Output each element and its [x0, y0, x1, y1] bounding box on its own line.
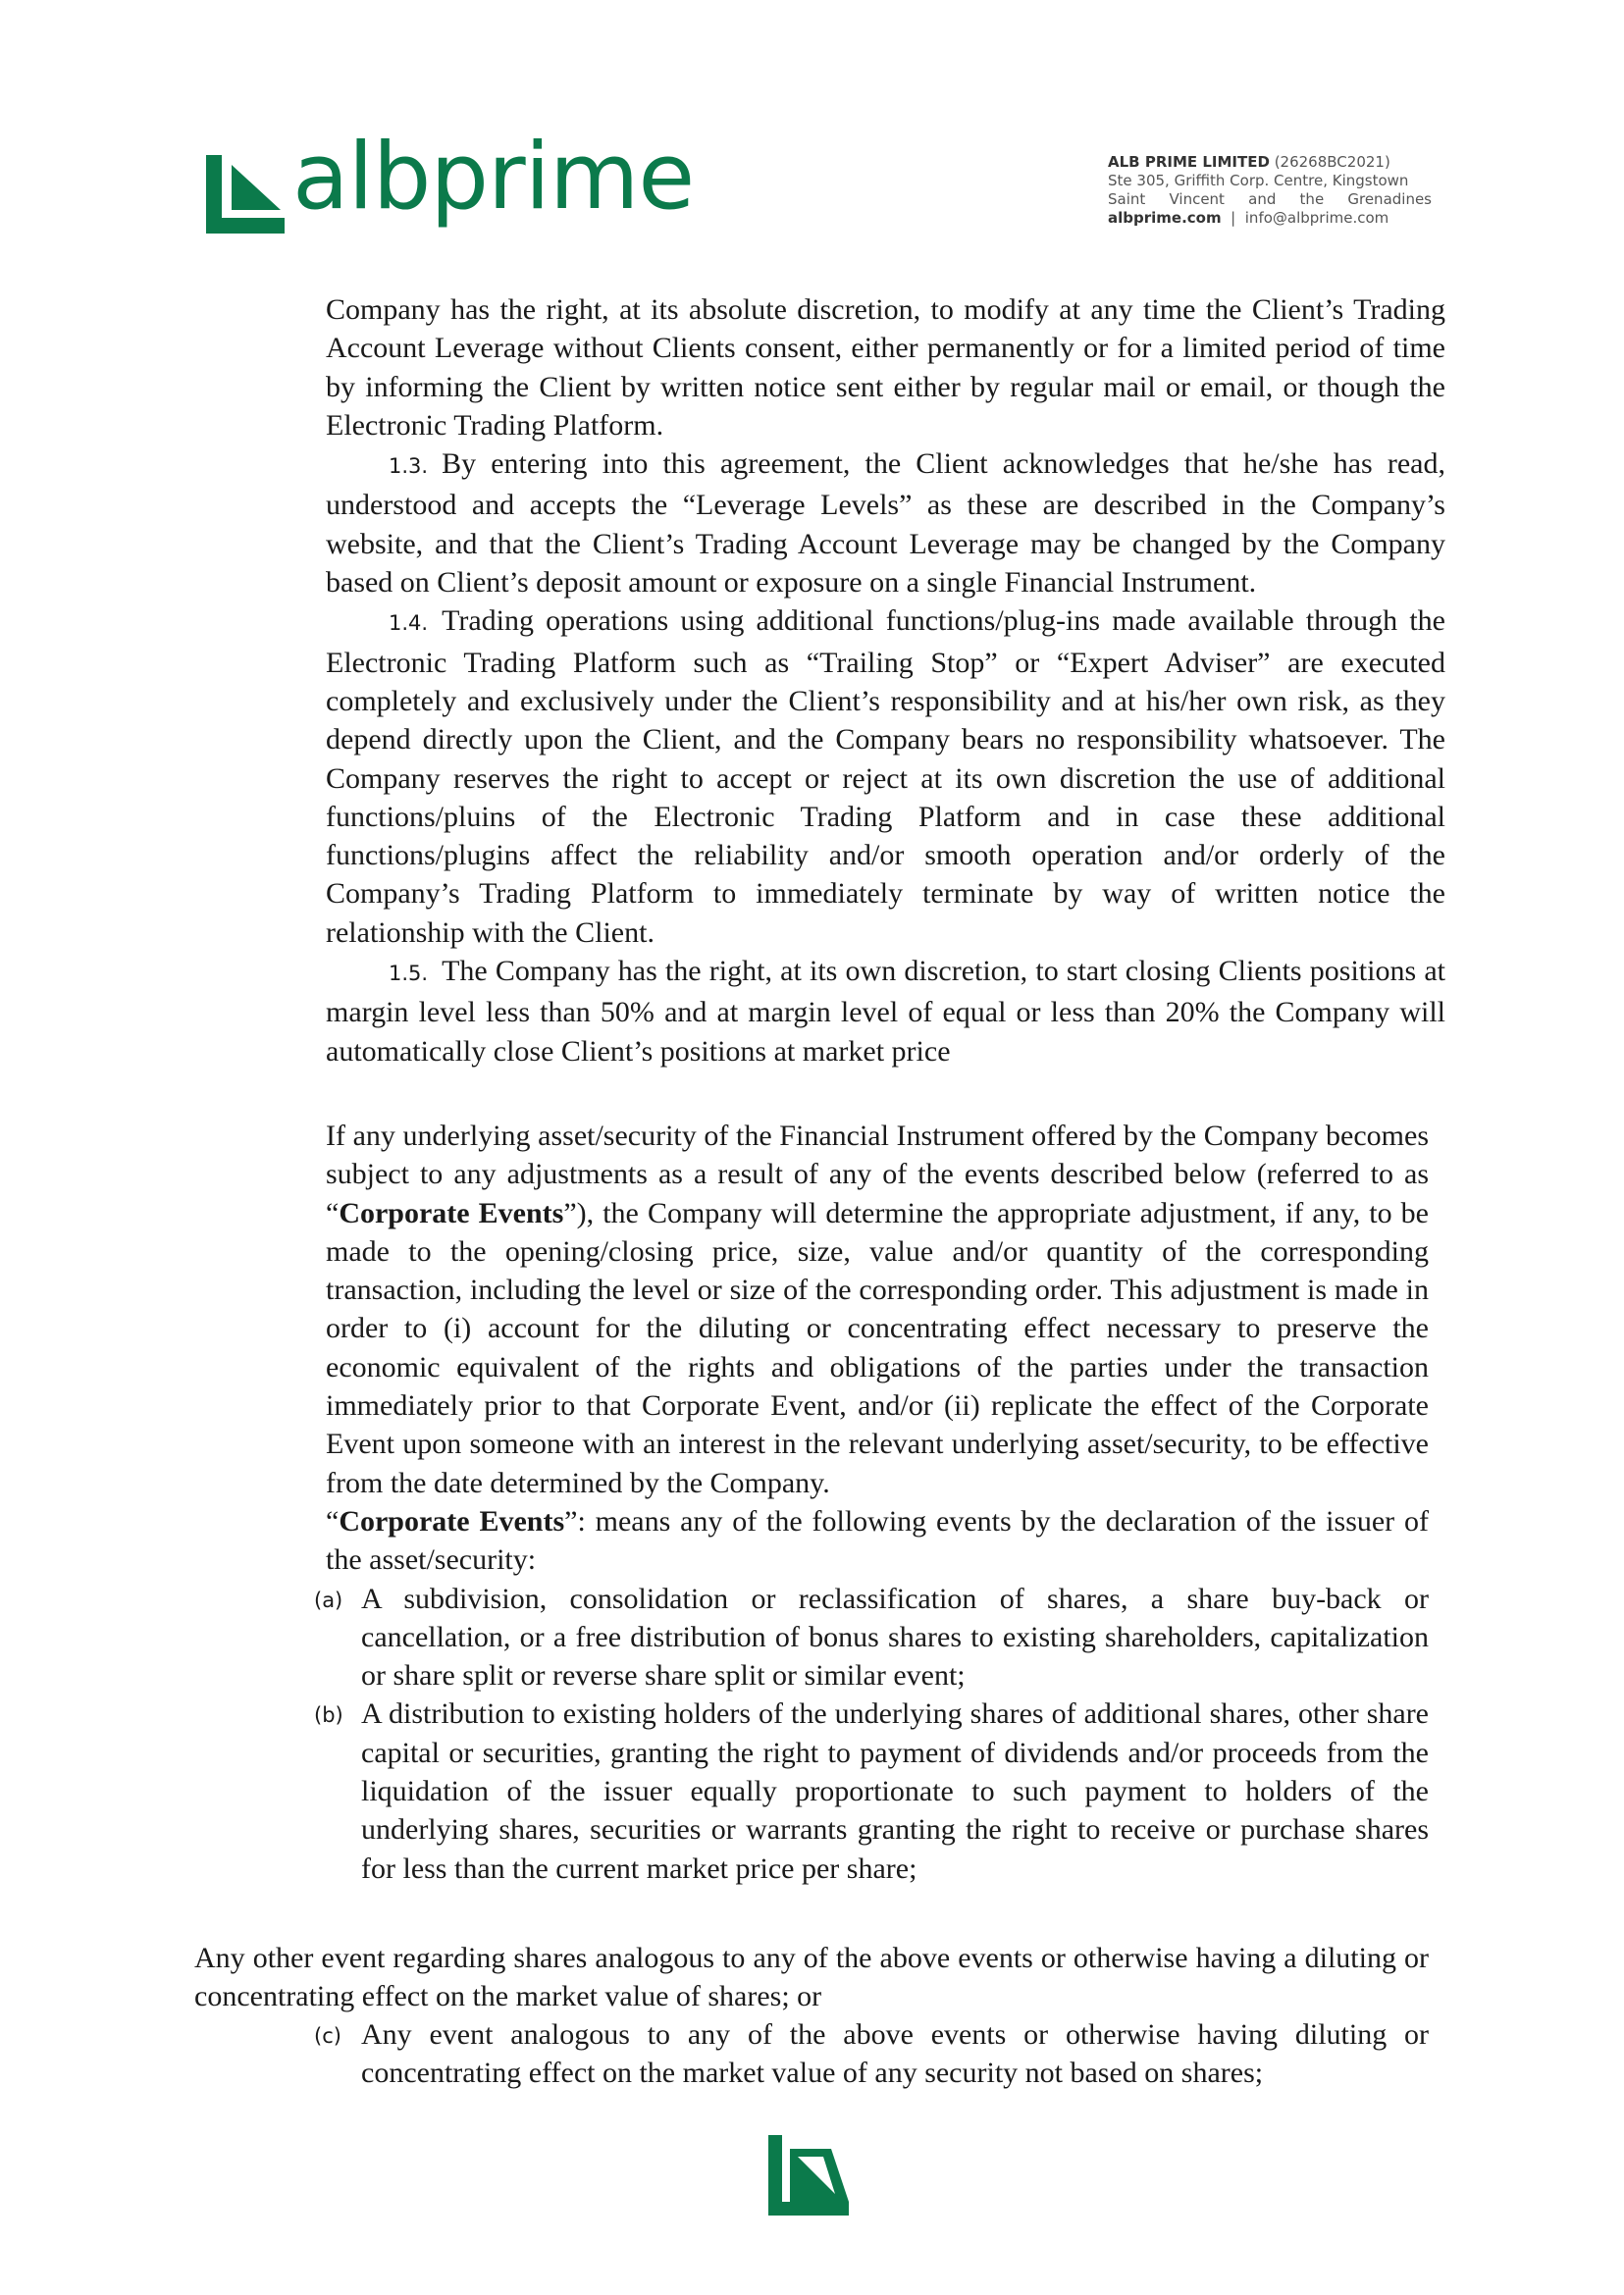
footer-logo-mark-icon [768, 2135, 849, 2216]
defined-term: Corporate Events [339, 1196, 564, 1229]
defined-term: Corporate Events [339, 1504, 565, 1538]
company-name: ALB PRIME LIMITED [1108, 153, 1270, 171]
contact-separator: | [1231, 209, 1236, 227]
company-info [1108, 153, 1432, 228]
paragraph-definition: “Corporate Events”: means any of the following events by the declaration of the issuer of the asset/security: [326, 1504, 1429, 1577]
list-marker: (b) [314, 1703, 343, 1728]
corporate-events-section [314, 1117, 1429, 1888]
clause-number: 1.5. [389, 962, 429, 986]
paragraph-other-events: Any other event regarding shares analogous to any of the above events or otherwise having a diluting or concentrating effect on the market value of shares; or [194, 1942, 1429, 2013]
list-item-c: (c) Any event analogous to any of the above events or otherwise having diluting or concentrating effect on the market value of any security not based on shares; [314, 2018, 1429, 2090]
paragraph-corporate-events: If any underlying asset/security of the Financial Instrument offered by the Company becomes subject to any adjustments as a result of any of the events described below (referred to as “Corporate Events”), the Company will determine the appropriate adjustment, if any, to be made to the opening/closing price, size, value and/or quantity of the corresponding transaction, including the level or size of the corresponding order. This adjustment is made in order to (i) account for the diluting or concentrating effect necessary to preserve the economic equivalent of the rights and obligations of the parties under the transaction immediately prior to that Corporate Event, and/or (ii) replicate the effect of the Corporate Event upon someone with an interest in the relevant underlying asset/security, to be effective from the date determined by the Company. [326, 1120, 1429, 1499]
paragraph-intro: Company has the right, at its absolute discretion, to modify at any time the Client’s Trading Account Leverage without Clients consent, either permanently or for a limited period of time by informing the Client by written notice sent either by regular mail or email, or though the Electronic Trading Platform. [326, 293, 1445, 442]
company-registration: (26268BC2021) [1274, 153, 1390, 171]
list-item-b: (b) A distribution to existing holders of the underlying shares of additional shares, other share capital or securities, granting the right to payment of dividends and/or proceeds from the liquidation of the issuer equally proportionate to such payment to holders of the underlying shares, securities or warrants granting the right to receive or purchase shares for less than the current market price per share; [314, 1697, 1429, 1885]
logo-wordmark: albprime [292, 124, 695, 231]
list-marker: (a) [314, 1588, 343, 1612]
address-line-2: Saint Vincent and the Grenadines [1108, 190, 1432, 208]
company-logo [206, 124, 695, 255]
paragraph-1-4: 1.4. Trading operations using additional functions/plug-ins made available through the Electronic Trading Platform such as “Trailing Stop” or “Expert Adviser” are executed completely and exclusively under the Client’s responsibility and at his/her own risk, as they depend directly upon the Client, and the Company bears no responsibility whatsoever. The Company reserves the right to accept or reject at its own discretion the use of additional functions/pluins of the Electronic Trading Platform and in case these additional functions/plugins affect the reliability and/or smooth operation and/or orderly of the Company’s Trading Platform to immediately terminate by way of written notice the relationship with the Client. [326, 604, 1445, 949]
paragraph-1-3: 1.3. By entering into this agreement, the Client acknowledges that he/she has read, understood and accepts the “Leverage Levels” as these are described in the Company’s website, and that the Client’s Trading Account Leverage may be changed by the Company based on Client’s deposit amount or exposure on a single Financial Instrument. [326, 447, 1445, 600]
list-marker: (c) [314, 2024, 341, 2048]
email-link[interactable]: info@albprime.com [1244, 209, 1389, 227]
list-item-c-wrapper [314, 2015, 1429, 2093]
clause-number: 1.3. [389, 454, 429, 479]
website-link[interactable]: albprime.com [1108, 209, 1222, 227]
paragraph-1-5: 1.5. The Company has the right, at its own discretion, to start closing Clients positions at margin level less than 50% and at margin level of equal or less than 20% the Company will automatically close Client’s positions at market price [326, 955, 1445, 1068]
list-item-a: (a) A subdivision, consolidation or reclassification of shares, a share buy-back or cancellation, or a free distribution of bonus shares to existing shareholders, capitalization or share split or reverse share split or similar event; [314, 1582, 1429, 1693]
address-line-1: Ste 305, Griffith Corp. Centre, Kingstown [1108, 172, 1409, 189]
leverage-section [326, 290, 1445, 1070]
clause-number: 1.4. [389, 611, 429, 636]
logo-mark-icon [206, 155, 285, 234]
